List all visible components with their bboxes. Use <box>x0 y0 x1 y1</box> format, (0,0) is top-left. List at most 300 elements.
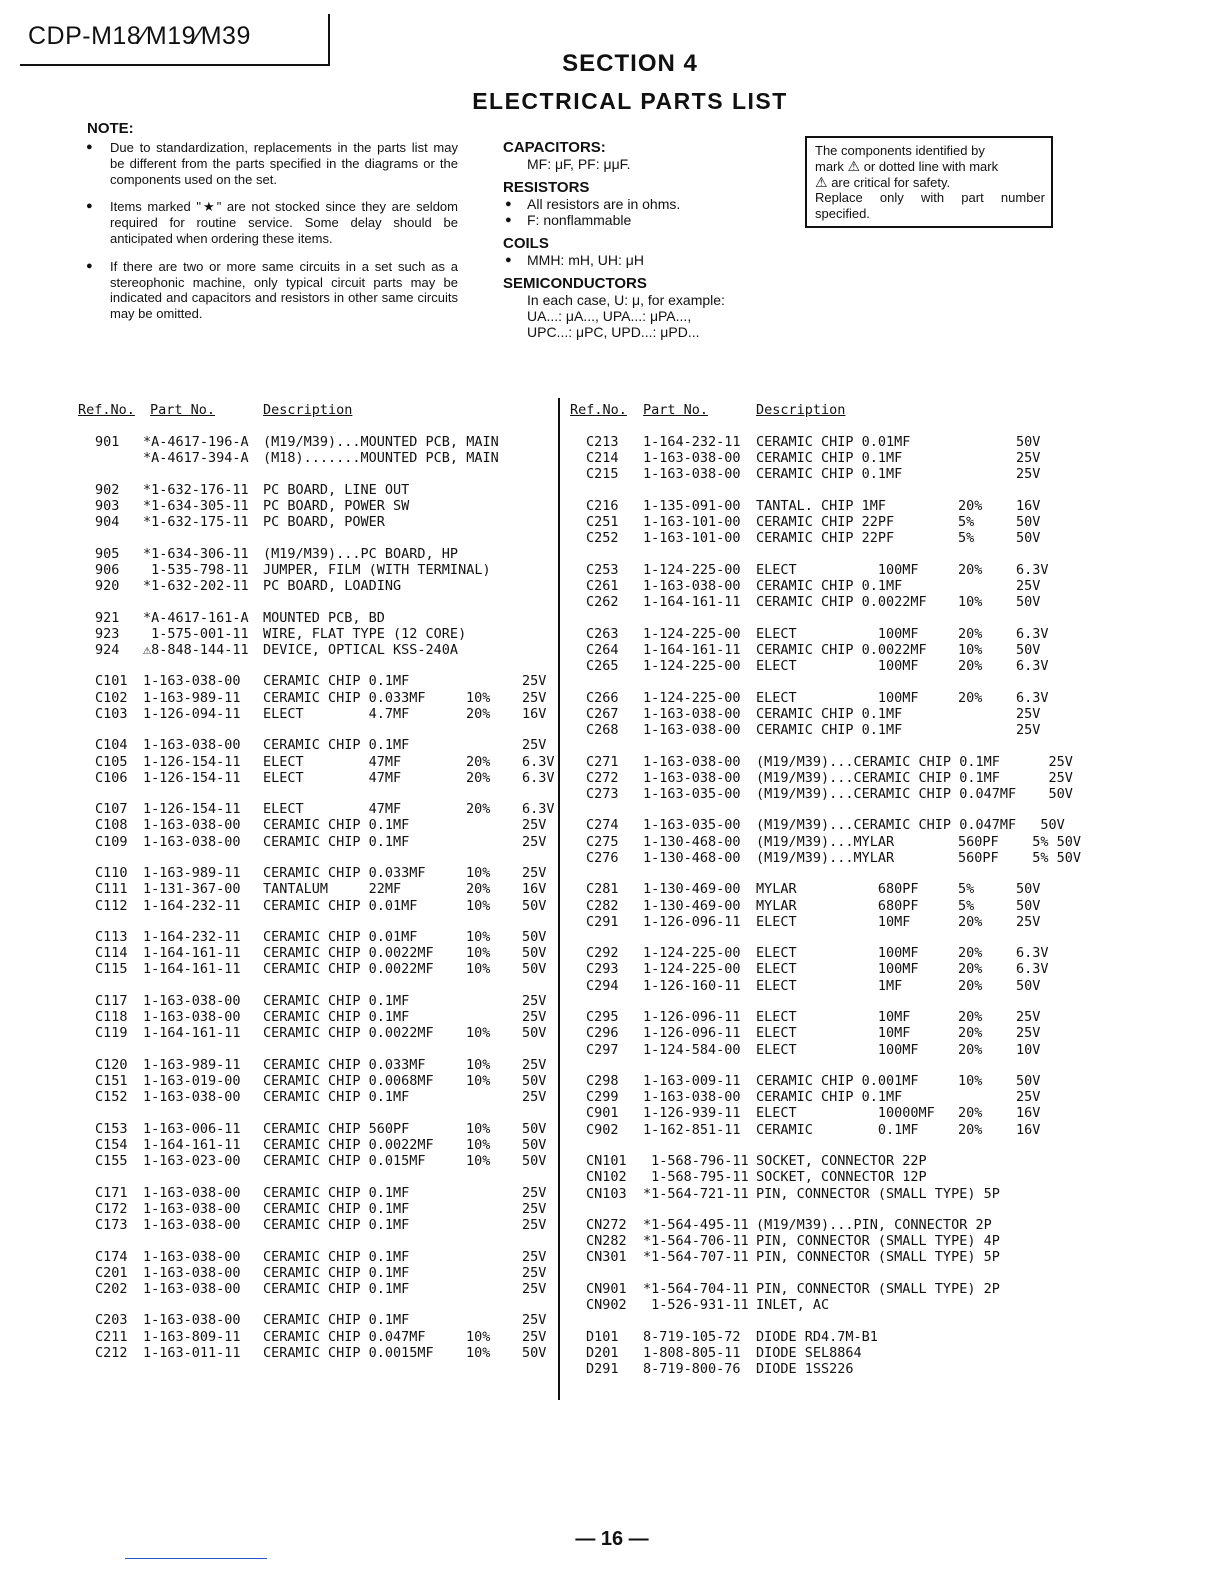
column-header-part: Part No. <box>150 402 216 418</box>
cell-desc: (M19/M39)...MYLAR <box>756 849 895 866</box>
cell-ref: C174 <box>95 1248 128 1265</box>
cell-tol: 20% <box>958 1025 983 1042</box>
cell-part: 1-163-011-11 <box>143 1344 241 1361</box>
cell-part: *A-4617-196-A <box>143 434 249 450</box>
cell-volt: 25V <box>522 737 547 754</box>
cell-desc: MYLAR 680PF <box>756 881 919 898</box>
cell-desc: DEVICE, OPTICAL KSS-240A <box>263 641 459 658</box>
cell-desc: MYLAR 680PF <box>756 897 919 914</box>
cell-ref: 902 <box>95 481 120 498</box>
cell-volt: 6.3V <box>1016 961 1049 978</box>
cell-desc: ELECT 4.7MF <box>263 705 410 722</box>
cell-desc: MOUNTED PCB, BD <box>263 609 385 626</box>
cell-part: 1-124-225-00 <box>643 625 741 642</box>
cell-ref: C154 <box>95 1136 128 1153</box>
cell-part: 1-126-154-11 <box>143 801 241 818</box>
cell-ref: C268 <box>586 722 619 738</box>
cell-ref: C251 <box>586 514 619 531</box>
cell-volt: 25V <box>1016 1009 1041 1026</box>
cell-ref: C108 <box>95 817 128 834</box>
cell-volt: 25V <box>522 992 547 1009</box>
cell-desc: (M18).......MOUNTED PCB, MAIN <box>263 450 499 467</box>
cell-volt: 25V <box>1016 769 1073 786</box>
cell-desc: DIODE 1SS226 <box>756 1361 854 1377</box>
cell-desc: PC BOARD, POWER <box>263 514 385 531</box>
cell-part: 1-535-798-11 <box>143 561 249 578</box>
cell-ref: C173 <box>95 1217 128 1233</box>
cell-ref: 924 <box>95 641 120 658</box>
cell-part: 1-163-009-11 <box>643 1073 741 1089</box>
cell-volt: 50V <box>1016 594 1041 611</box>
cell-ref: C202 <box>95 1280 128 1297</box>
cell-volt: 6.3V <box>1016 561 1049 578</box>
cell-part: 1-163-035-00 <box>643 817 741 834</box>
cell-desc: ELECT 1MF <box>756 977 903 994</box>
cell-part: *A-4617-161-A <box>143 609 249 626</box>
cell-volt: 25V <box>522 1089 547 1106</box>
cell-volt: 25V <box>522 1009 547 1026</box>
resistors-text: ● F: nonflammable <box>503 212 773 228</box>
safety-line <box>815 175 1045 191</box>
cell-desc: CERAMIC CHIP 0.1MF <box>263 992 410 1009</box>
cell-volt: 25V <box>522 1312 547 1329</box>
cell-ref: C298 <box>586 1073 619 1089</box>
cell-tol: 10% <box>466 689 491 706</box>
cell-ref: C294 <box>586 977 619 994</box>
cell-part: *1-632-176-11 <box>143 481 249 498</box>
cell-ref: 901 <box>95 434 120 450</box>
cell-ref: C102 <box>95 689 128 706</box>
cell-desc: CERAMIC CHIP 0.01MF <box>756 434 911 450</box>
page-title: ELECTRICAL PARTS LIST <box>472 88 788 114</box>
cell-ref: C271 <box>586 753 619 770</box>
footer-rule <box>125 1558 267 1559</box>
cell-ref: C203 <box>95 1312 128 1329</box>
cell-part: 1-163-038-00 <box>143 1200 241 1217</box>
cell-desc: PIN, CONNECTOR (SMALL TYPE) 5P <box>756 1185 1000 1202</box>
cell-volt: 50V <box>522 897 547 914</box>
cell-part: 1-164-161-11 <box>143 961 241 978</box>
cell-tol: 20% <box>466 753 491 770</box>
cell-desc: CERAMIC CHIP 0.015MF <box>263 1153 426 1170</box>
cell-part: 1-164-232-11 <box>143 897 241 914</box>
cell-ref: C152 <box>95 1089 128 1106</box>
cell-desc: PC BOARD, POWER SW <box>263 497 410 514</box>
cell-ref: C214 <box>586 450 619 467</box>
cell-desc: JUMPER, FILM (WITH TERMINAL) <box>263 561 491 578</box>
cell-ref: CN902 <box>586 1297 627 1314</box>
cell-part: 8-719-105-72 <box>643 1328 741 1345</box>
cell-ref: C115 <box>95 961 128 978</box>
cell-part: 1-124-225-00 <box>643 961 741 978</box>
cell-volt: 6.3V <box>522 753 555 770</box>
cell-ref: C296 <box>586 1025 619 1042</box>
cell-volt: 25V <box>1016 450 1041 467</box>
safety-text: are critical for safety. <box>831 174 951 190</box>
cell-ref: C104 <box>95 737 128 754</box>
cell-tol: 10% <box>466 945 491 962</box>
cell-desc: PIN, CONNECTOR (SMALL TYPE) 2P <box>756 1280 1000 1297</box>
cell-desc: CERAMIC CHIP 0.1MF <box>263 1184 410 1201</box>
cell-part: 1-163-038-00 <box>643 705 741 722</box>
cell-part: 1-163-023-00 <box>143 1153 241 1170</box>
cell-volt: 50V <box>1016 977 1041 994</box>
cell-desc: PC BOARD, LINE OUT <box>263 481 410 498</box>
cell-desc: ELECT 100MF <box>756 561 919 578</box>
cell-tol: 5% <box>958 881 975 898</box>
cell-desc: CERAMIC CHIP 0.1MF <box>756 450 903 467</box>
cell-part: 1-130-468-00 <box>643 833 741 850</box>
column-header-ref: Ref.No. <box>78 402 135 418</box>
cell-desc: CERAMIC CHIP 0.1MF <box>263 1248 410 1265</box>
cell-desc: (M19/M39)...PIN, CONNECTOR 2P <box>756 1217 992 1233</box>
cell-desc: (M19/M39)...CERAMIC CHIP 0.1MF <box>756 769 1000 786</box>
cell-ref: C215 <box>586 466 619 483</box>
cell-part: 1-164-161-11 <box>143 945 241 962</box>
cell-volt: 25V <box>522 1264 547 1281</box>
cell-ref: C274 <box>586 817 619 834</box>
cell-desc: PIN, CONNECTOR (SMALL TYPE) 4P <box>756 1233 1000 1250</box>
cell-tol: 20% <box>466 881 491 898</box>
cell-volt: 6.3V <box>522 801 555 818</box>
cell-part: 1-163-038-00 <box>143 1089 241 1106</box>
cell-ref: C216 <box>586 497 619 514</box>
cell-part: *1-564-495-11 <box>643 1217 749 1233</box>
cell-desc: CERAMIC 0.1MF <box>756 1121 919 1138</box>
safety-line <box>815 159 1045 175</box>
cell-desc: CERAMIC CHIP 0.001MF <box>756 1073 919 1089</box>
cell-part: 1-163-989-11 <box>143 865 241 882</box>
cell-desc: SOCKET, CONNECTOR 22P <box>756 1153 927 1170</box>
cell-ref: C261 <box>586 578 619 594</box>
cell-volt: 25V <box>1016 1025 1041 1042</box>
cell-part: 1-163-035-00 <box>643 785 741 802</box>
cell-desc: ELECT 10000MF <box>756 1105 935 1122</box>
cell-tol: 560PF <box>958 833 999 850</box>
cell-desc: DIODE SEL8864 <box>756 1344 862 1361</box>
cell-desc: (M19/M39)...CERAMIC CHIP 0.1MF <box>756 753 1000 770</box>
cell-ref: 903 <box>95 497 120 514</box>
cell-ref: C155 <box>95 1153 128 1170</box>
cell-part: 1-124-225-00 <box>643 561 741 578</box>
cell-ref: C901 <box>586 1105 619 1122</box>
cell-volt: 25V <box>522 673 547 690</box>
cell-ref: C212 <box>95 1344 128 1361</box>
cell-ref: C114 <box>95 945 128 962</box>
cell-volt: 6.3V <box>1016 625 1049 642</box>
cell-part: 1-164-232-11 <box>643 434 741 450</box>
cell-volt: 25V <box>1016 1089 1041 1106</box>
cell-part: 1-163-038-00 <box>643 1089 741 1106</box>
cell-tol: 20% <box>958 497 983 514</box>
cell-part: 1-526-931-11 <box>643 1297 749 1314</box>
cell-part: 1-808-805-11 <box>643 1344 741 1361</box>
cell-desc: CERAMIC CHIP 0.01MF <box>263 897 418 914</box>
cell-tol: 10% <box>466 1120 491 1137</box>
cell-ref: C107 <box>95 801 128 818</box>
cell-volt: 25V <box>522 1248 547 1265</box>
cell-volt: 50V <box>522 1025 547 1042</box>
cell-desc: CERAMIC CHIP 560PF <box>263 1120 410 1137</box>
cell-tol: 10% <box>958 594 983 611</box>
cell-desc: ELECT 47MF <box>263 801 402 818</box>
cell-tol: 20% <box>958 961 983 978</box>
cell-tol: 10% <box>466 897 491 914</box>
cell-volt: 25V <box>522 865 547 882</box>
column-divider <box>558 398 560 1400</box>
warning-triangle-icon: ⚠ <box>847 157 861 174</box>
cell-tol: 20% <box>466 801 491 818</box>
cell-desc: CERAMIC CHIP 0.033MF <box>263 689 426 706</box>
cell-part: 1-163-101-00 <box>643 530 741 547</box>
cell-volt: 50V <box>1016 881 1041 898</box>
note-heading: NOTE: <box>87 120 134 137</box>
cell-volt: 25V <box>522 1217 547 1233</box>
cell-desc: (M19/M39)...MOUNTED PCB, MAIN <box>263 434 499 450</box>
cell-desc: ELECT 10MF <box>756 1009 911 1026</box>
cell-part: 1-163-101-00 <box>643 514 741 531</box>
cell-volt: 25V <box>1016 753 1073 770</box>
cell-ref: C272 <box>586 769 619 786</box>
cell-ref: C291 <box>586 913 619 930</box>
cell-desc: TANTALUM 22MF <box>263 881 402 898</box>
cell-part: 1-163-038-00 <box>643 450 741 467</box>
semiconductors-text: UA...: μA..., UPA...: μPA..., <box>527 308 692 324</box>
cell-ref: C252 <box>586 530 619 547</box>
cell-part: 1-163-038-00 <box>643 769 741 786</box>
cell-tol: 20% <box>958 1121 983 1138</box>
cell-ref: C297 <box>586 1041 619 1058</box>
cell-desc: ELECT 47MF <box>263 753 402 770</box>
cell-desc: CERAMIC CHIP 22PF <box>756 530 895 547</box>
cell-ref: C111 <box>95 881 128 898</box>
cell-desc: ELECT 100MF <box>756 961 919 978</box>
cell-tol: 560PF <box>958 849 999 866</box>
cell-desc: CERAMIC CHIP 0.0022MF <box>263 961 434 978</box>
cell-volt: 6.3V <box>522 769 555 786</box>
cell-ref: C292 <box>586 945 619 962</box>
cell-volt: 50V <box>1016 514 1041 531</box>
cell-part: *1-634-305-11 <box>143 497 249 514</box>
cell-ref: 920 <box>95 578 120 594</box>
cell-desc: CERAMIC CHIP 0.1MF <box>263 1200 410 1217</box>
cell-volt: 25V <box>1016 722 1041 738</box>
cell-part: *1-564-704-11 <box>643 1280 749 1297</box>
cell-volt: 25V <box>522 689 547 706</box>
cell-volt: 50V <box>1016 1073 1041 1089</box>
cell-desc: CERAMIC CHIP 0.1MF <box>263 833 410 850</box>
cell-ref: CN103 <box>586 1185 627 1202</box>
cell-volt: 16V <box>522 705 547 722</box>
cell-part: *1-564-706-11 <box>643 1233 749 1250</box>
cell-part: 1-126-096-11 <box>643 1025 741 1042</box>
cell-part: 1-124-225-00 <box>643 658 741 675</box>
cell-tol: 10% <box>466 1153 491 1170</box>
cell-part: 1-163-038-00 <box>643 722 741 738</box>
cell-volt: 25V <box>522 1328 547 1345</box>
cell-desc: CERAMIC CHIP 22PF <box>756 514 895 531</box>
cell-part: 1-163-038-00 <box>143 1264 241 1281</box>
cell-tol: 10% <box>466 1056 491 1073</box>
cell-tol: 20% <box>958 689 983 706</box>
cell-volt: 25V <box>1016 466 1041 483</box>
semiconductors-text: UPC...: μPC, UPD...: μPD... <box>527 324 700 340</box>
cell-ref: CN282 <box>586 1233 627 1250</box>
cell-ref: C262 <box>586 594 619 611</box>
cell-volt: 16V <box>1016 1121 1041 1138</box>
cell-part: 1-164-161-11 <box>643 594 741 611</box>
model-number: CDP-M18∕M19∕M39 <box>28 22 251 50</box>
cell-volt: 50V <box>522 961 547 978</box>
cell-ref: C110 <box>95 865 128 882</box>
coils-heading: COILS <box>503 235 549 252</box>
cell-part: 1-126-094-11 <box>143 705 241 722</box>
cell-tol: 10% <box>466 1025 491 1042</box>
cell-volt: 5% 50V <box>1016 849 1082 866</box>
cell-desc: ELECT 100MF <box>756 658 919 675</box>
cell-ref: C253 <box>586 561 619 578</box>
cell-volt: 50V <box>522 1136 547 1153</box>
cell-part: 1-126-939-11 <box>643 1105 741 1122</box>
cell-ref: C273 <box>586 785 619 802</box>
cell-ref: C117 <box>95 992 128 1009</box>
cell-volt: 16V <box>522 881 547 898</box>
cell-ref: C113 <box>95 929 128 945</box>
safety-text: or dotted line with mark <box>863 158 999 174</box>
cell-tol: 5% <box>958 514 975 531</box>
cell-part: 1-126-154-11 <box>143 769 241 786</box>
cell-part: 1-163-038-00 <box>143 1184 241 1201</box>
cell-desc: DIODE RD4.7M-B1 <box>756 1328 878 1345</box>
cell-part: 1-568-796-11 <box>643 1153 749 1170</box>
cell-desc: CERAMIC CHIP 0.1MF <box>756 578 903 594</box>
cell-desc: (M19/M39)...CERAMIC CHIP 0.047MF <box>756 785 1017 802</box>
cell-volt: 25V <box>522 1200 547 1217</box>
cell-ref: 906 <box>95 561 120 578</box>
cell-part: 1-163-809-11 <box>143 1328 241 1345</box>
cell-ref: C265 <box>586 658 619 675</box>
cell-tol: 20% <box>466 769 491 786</box>
cell-part: 1-131-367-00 <box>143 881 241 898</box>
cell-part: 1-575-001-11 <box>143 625 249 642</box>
cell-part: 1-124-584-00 <box>643 1041 741 1058</box>
cell-ref: C172 <box>95 1200 128 1217</box>
cell-ref: C267 <box>586 705 619 722</box>
cell-desc: ELECT 100MF <box>756 945 919 962</box>
cell-volt: 16V <box>1016 497 1041 514</box>
cell-desc: SOCKET, CONNECTOR 12P <box>756 1169 927 1186</box>
cell-tol: 5% <box>958 897 975 914</box>
cell-ref: D291 <box>586 1361 619 1377</box>
cell-tol: 20% <box>958 658 983 675</box>
capacitors-heading: CAPACITORS: <box>503 139 606 156</box>
cell-tol: 10% <box>466 929 491 945</box>
cell-volt: 50V <box>1016 785 1073 802</box>
coils-text: ● MMH: mH, UH: μH <box>503 252 773 268</box>
cell-desc: CERAMIC CHIP 0.0015MF <box>263 1344 434 1361</box>
cell-part: 1-126-160-11 <box>643 977 741 994</box>
cell-ref: C299 <box>586 1089 619 1106</box>
cell-tol: 10% <box>466 961 491 978</box>
cell-part: 1-568-795-11 <box>643 1169 749 1186</box>
cell-desc: ELECT 10MF <box>756 1025 911 1042</box>
cell-desc: CERAMIC CHIP 0.1MF <box>263 1089 410 1106</box>
cell-desc: CERAMIC CHIP 0.1MF <box>263 1264 410 1281</box>
cell-part: 1-163-038-00 <box>643 466 741 483</box>
cell-part: 1-163-038-00 <box>143 817 241 834</box>
cell-desc: PC BOARD, LOADING <box>263 578 402 594</box>
cell-part: *1-632-202-11 <box>143 578 249 594</box>
column-header-part: Part No. <box>643 402 709 418</box>
cell-ref: 904 <box>95 514 120 531</box>
semiconductors-text: In each case, U: μ, for example: <box>527 292 725 308</box>
cell-desc: (M19/M39)...MYLAR <box>756 833 895 850</box>
cell-tol: 20% <box>958 977 983 994</box>
cell-part: 1-126-096-11 <box>643 913 741 930</box>
cell-ref: C151 <box>95 1073 128 1089</box>
cell-part: 1-135-091-00 <box>643 497 741 514</box>
cell-desc: CERAMIC CHIP 0.1MF <box>263 737 410 754</box>
section-heading: SECTION 4 <box>562 50 698 77</box>
cell-tol: 10% <box>466 865 491 882</box>
cell-desc: CERAMIC CHIP 0.1MF <box>756 722 903 738</box>
note-item: ● If there are two or more same circuits in a set such as a stereophonic machine, only typical circuit parts may be indicated and capacitors and resistors in other same circuits may be omitted. <box>86 259 458 322</box>
cell-desc: CERAMIC CHIP 0.047MF <box>263 1328 426 1345</box>
cell-part: 1-130-469-00 <box>643 881 741 898</box>
cell-part: *1-564-721-11 <box>643 1185 749 1202</box>
cell-desc: ELECT 10MF <box>756 913 911 930</box>
cell-volt: 5% 50V <box>1016 833 1082 850</box>
cell-desc: CERAMIC CHIP 0.1MF <box>263 673 410 690</box>
cell-ref: CN301 <box>586 1249 627 1266</box>
cell-ref: 905 <box>95 545 120 562</box>
cell-desc: CERAMIC CHIP 0.01MF <box>263 929 418 945</box>
cell-tol: 20% <box>466 705 491 722</box>
cell-tol: 20% <box>958 561 983 578</box>
cell-part: 1-163-989-11 <box>143 1056 241 1073</box>
cell-part: 1-163-038-00 <box>143 1248 241 1265</box>
cell-part: 1-163-038-00 <box>143 1009 241 1026</box>
cell-volt: 50V <box>522 1073 547 1089</box>
safety-notice <box>805 136 1053 228</box>
cell-ref: C282 <box>586 897 619 914</box>
cell-ref: C201 <box>95 1264 128 1281</box>
cell-part: 1-124-225-00 <box>643 689 741 706</box>
cell-volt: 50V <box>522 1153 547 1170</box>
cell-desc: CERAMIC CHIP 0.1MF <box>756 1089 903 1106</box>
cell-desc: (M19/M39)...PC BOARD, HP <box>263 545 459 562</box>
column-header-ref: Ref.No. <box>570 402 627 418</box>
cell-tol: 20% <box>958 945 983 962</box>
cell-part: 1-164-232-11 <box>143 929 241 945</box>
cell-part: 1-164-161-11 <box>143 1025 241 1042</box>
cell-volt: 6.3V <box>1016 658 1049 675</box>
cell-ref: C105 <box>95 753 128 770</box>
cell-volt: 25V <box>522 1280 547 1297</box>
cell-desc: (M19/M39)...CERAMIC CHIP 0.047MF <box>756 817 1017 834</box>
unit-legend <box>503 140 773 340</box>
cell-part: 1-163-038-00 <box>143 737 241 754</box>
cell-ref: 923 <box>95 625 120 642</box>
cell-part: 1-163-038-00 <box>143 1217 241 1233</box>
cell-ref: C266 <box>586 689 619 706</box>
cell-desc: ELECT 100MF <box>756 689 919 706</box>
semiconductors-heading: SEMICONDUCTORS <box>503 275 647 292</box>
cell-part: ⚠8-848-144-11 <box>143 641 249 658</box>
cell-ref: C211 <box>95 1328 128 1345</box>
cell-part: *A-4617-394-A <box>143 450 249 467</box>
cell-ref: C103 <box>95 705 128 722</box>
